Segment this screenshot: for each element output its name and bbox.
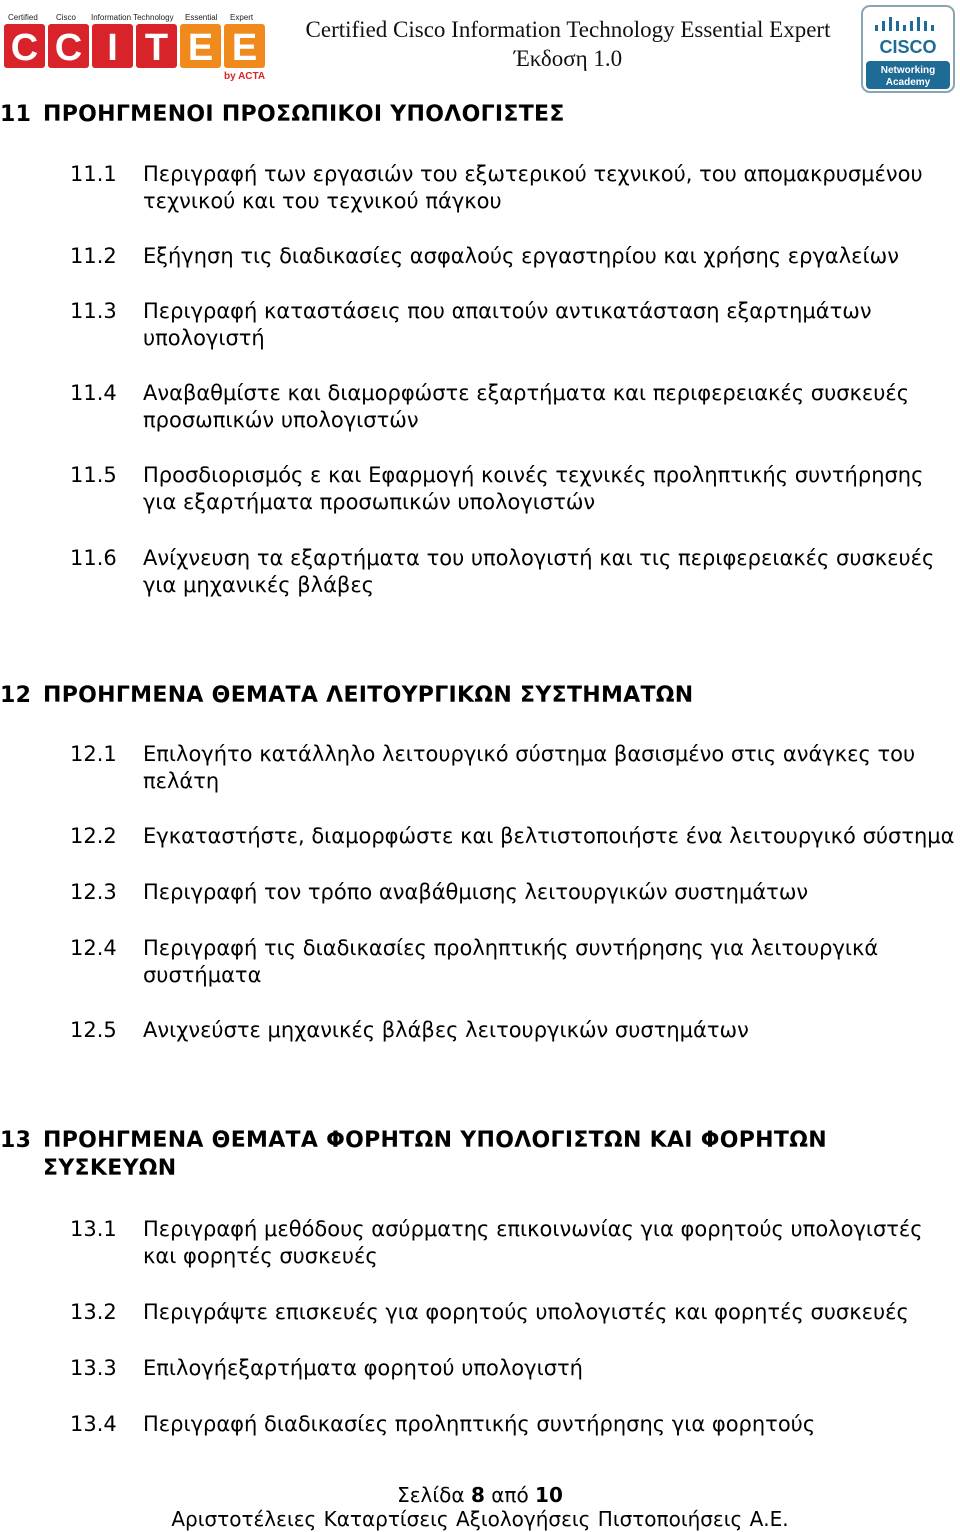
item-number: 12.3 (70, 880, 117, 904)
chapter-title: ΠΡΟΗΓΜΕΝΑ ΘΕΜΑΤΑ ΦΟΡΗΤΩΝ ΥΠΟΛΟΓΙΣΤΩΝ ΚΑΙ ΦΟΡΗΤΩΝ ΣΥΣΚΕΥΩΝ (43, 1128, 827, 1181)
chapter-heading (0, 682, 940, 710)
item-number: 11.1 (70, 162, 117, 186)
item-text: Ανιχνεύστε μηχανικές βλάβες λειτουργικών συστημάτων (143, 1018, 749, 1042)
page-number (0, 1482, 960, 1508)
logo-label-expert: Expert (230, 13, 254, 22)
outline-item (70, 879, 955, 906)
company-name: Αριστοτέλειες Καταρτίσεις Αξιολογήσεις Πιστοποιήσεις Α.Ε. (171, 1507, 789, 1531)
page-total: 10 (535, 1483, 563, 1507)
item-text: Περιγραφή διαδικασίες προληπτικής συντήρησης για φορητούς (143, 1412, 816, 1436)
outline-item (70, 298, 955, 352)
chapter-number: 11 (0, 102, 32, 127)
item-number: 13.2 (70, 1300, 117, 1324)
item-text: Περιγραφή καταστάσεις που απαιτούν αντικατάσταση εξαρτημάτων υπολογιστή (143, 299, 872, 350)
item-text: Περιγραφή των εργασιών του εξωτερικού τεχνικού, του απομακρυσμένου τεχνικού και του τεχνικού πάγκου (143, 162, 923, 213)
item-text: Περιγραφή τον τρόπο αναβάθμισης λειτουργικών συστημάτων (143, 880, 809, 904)
item-number: 11.4 (70, 381, 117, 405)
item-number: 12.5 (70, 1018, 117, 1042)
chapter-heading (0, 101, 940, 129)
item-number: 11.6 (70, 546, 117, 570)
outline-item (70, 1017, 955, 1044)
certification-title: Certified Cisco Information Technology Essential Expert (305, 17, 831, 42)
item-number: 13.3 (70, 1356, 117, 1380)
logo-letter-5: E (187, 27, 214, 69)
cisco-academy-text: Academy (885, 77, 931, 88)
item-text: Εξήγηση τις διαδικασίες ασφαλούς εργαστηρίου και χρήσης εργαλείων (143, 244, 899, 268)
logo-letter-4: T (144, 27, 169, 69)
cisco-networking-text: Networking (880, 65, 936, 76)
page-current: 8 (470, 1483, 485, 1507)
chapter-title: ΠΡΟΗΓΜΕΝΟΙ ΠΡΟΣΩΠΙΚΟΙ ΥΠΟΛΟΓΙΣΤΕΣ (43, 102, 565, 127)
item-text: Περιγραφή τις διαδικασίες προληπτικής συντήρησης για λειτουργικά συστήματα (143, 936, 879, 987)
item-number: 13.4 (70, 1412, 117, 1436)
item-text: Περιγραφή μεθόδους ασύρματης επικοινωνίας για φορητούς υπολογιστές και φορητές συσκευές (143, 1217, 923, 1268)
item-number: 12.1 (70, 742, 117, 766)
logo-letter-6: E (231, 27, 258, 69)
logo-label-cisco: Cisco (56, 13, 77, 22)
outline-item (70, 380, 955, 434)
item-text: Ανίχνευση τα εξαρτήματα του υπολογιστή και τις περιφερειακές συσκευές για μηχανικές βλάβες (143, 546, 935, 597)
item-number: 11.5 (70, 463, 117, 487)
logo-letter-1: C (10, 27, 39, 69)
page-of: από (491, 1483, 529, 1507)
chapter-title: ΠΡΟΗΓΜΕΝΑ ΘΕΜΑΤΑ ΛΕΙΤΟΥΡΓΙΚΩΝ ΣΥΣΤΗΜΑΤΩΝ (43, 683, 694, 708)
outline-item (70, 462, 955, 516)
cisco-networking-academy-logo (861, 5, 955, 93)
page-header (0, 0, 960, 100)
item-number: 12.4 (70, 936, 117, 960)
outline-item (70, 1299, 955, 1326)
chapter-number: 13 (0, 1128, 32, 1153)
outline-item (70, 1355, 955, 1382)
chapter-heading (0, 1127, 940, 1183)
item-text: Προσδιορισμός ε και Εφαρμογή κοινές τεχνικές προληπτικής συντήρησης για εξαρτήματα προσωπικών υπολογιστών (143, 463, 924, 514)
outline-item (70, 1216, 955, 1270)
chapter-number: 12 (0, 683, 32, 708)
item-number: 11.2 (70, 244, 117, 268)
logo-by-acta: by ACTA (224, 71, 266, 82)
logo-letter-3: I (107, 27, 118, 69)
item-text: Περιγράψτε επισκευές για φορητούς υπολογιστές και φορητές συσκευές (143, 1300, 909, 1324)
item-number: 12.2 (70, 824, 117, 848)
item-number: 11.3 (70, 299, 117, 323)
edition-label: Έκδοση 1.0 (513, 46, 623, 71)
item-number: 13.1 (70, 1217, 117, 1241)
page-word: Σελίδα (397, 1483, 465, 1507)
item-text: Επιλογήτο κατάλληλο λειτουργικό σύστημα βασισμένο στις ανάγκες του πελάτη (143, 742, 916, 793)
logo-letter-boxes (4, 24, 265, 68)
cisco-brand-text: CISCO (879, 37, 937, 57)
outline-item (70, 935, 955, 989)
item-text: Επιλογήεξαρτήματα φορητού υπολογιστή (143, 1356, 583, 1380)
logo-label-certified: Certified (8, 13, 38, 22)
outline-item (70, 823, 955, 850)
outline-item (70, 545, 955, 599)
logo-label-essential: Essential (185, 13, 218, 22)
outline-item (70, 741, 955, 795)
outline-item (70, 1411, 955, 1438)
outline-item (70, 243, 955, 270)
logo-letter-2: C (54, 27, 83, 69)
item-text: Αναβαθμίστε και διαμορφώστε εξαρτήματα και περιφερειακές συσκευές προσωπικών υπολογιστών (143, 381, 910, 432)
outline-item (70, 161, 955, 215)
ccitee-logo (2, 8, 267, 84)
logo-label-it: Information Technology (91, 13, 174, 22)
item-text: Εγκαταστήστε, διαμορφώστε και βελτιστοποιήστε ένα λειτουργικό σύστημα (143, 824, 955, 848)
